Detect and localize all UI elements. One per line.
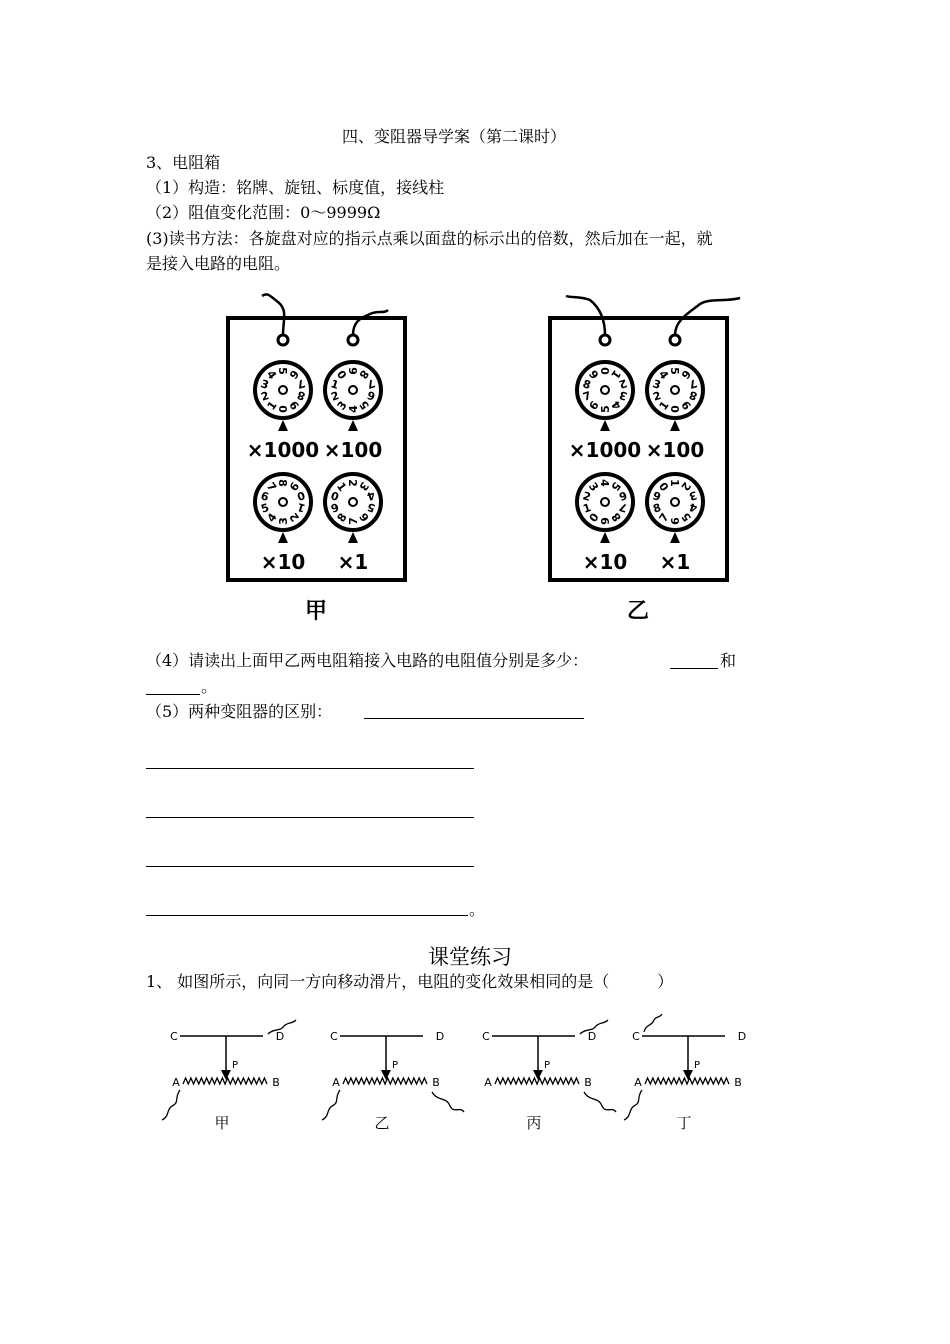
resistance-box-jia [228,294,405,624]
dial-digit: 4 [347,405,360,413]
dial-digit: 4 [687,500,699,515]
dial-pointer [670,420,680,431]
terminal-left [278,335,288,345]
rheostat-ding [624,1014,746,1132]
dial-digit: 7 [295,376,307,391]
label-d: D [435,1030,445,1043]
rheostat-yi [322,1030,464,1132]
dial-multiplier: ×1000 [568,438,642,462]
resistance-coil [183,1078,267,1084]
terminal-right [348,335,358,345]
dial-digit: 8 [609,510,625,525]
dial-multiplier: ×100 [323,438,383,462]
dial-digit: 1 [581,501,593,516]
label-c: C [632,1030,640,1043]
dial-digit: 1 [656,398,672,413]
label-d: D [275,1030,285,1043]
label-a: A [172,1076,180,1089]
dial-pointer [670,532,680,543]
wire-right [353,310,388,335]
dial-digit: 9 [585,367,601,382]
dial-digit: 8 [687,388,699,403]
dial-digit: 6 [669,517,682,525]
dial-digit: 4 [609,398,625,413]
dial-digit: 8 [295,388,307,403]
wire-a [322,1090,340,1120]
dial-digit: 5 [679,510,695,525]
question-4-end: 。 [201,677,218,696]
answer-line-5-1[interactable] [146,768,474,769]
terminal-left [600,335,610,345]
item-reading-method-cont: 是接入电路的电阻。 [146,254,291,273]
page-title: 四、变阻器导学案（第二课时） [342,127,567,146]
dial-digit: 8 [334,510,350,525]
wire-left [262,294,284,335]
practice-question-1: 1、 如图所示，向同一方向移动滑片，电阻的变化效果相同的是（ ） [146,972,674,991]
dial-digit: 8 [276,479,289,487]
dial-digit: 2 [651,389,663,404]
rheostat-label: 乙 [374,1114,390,1132]
dial-digit: 5 [668,367,681,375]
dial-digit: 4 [365,488,377,503]
dial-digit: 1 [329,377,341,392]
dial-digit: 9 [286,479,302,494]
dial-center [601,386,609,394]
label-c: C [170,1030,178,1043]
dial-digit: 7 [687,376,699,391]
dial-digit: 3 [651,377,663,392]
label-a: A [634,1076,642,1089]
resistance-coil [343,1078,427,1084]
dial-digit: 5 [608,479,624,494]
dial-multiplier: ×1 [659,550,691,574]
wire-c [644,1014,662,1032]
dial-pointer [348,532,358,543]
resistance-box-yi [550,296,740,624]
question-5-end: 。 [469,900,486,919]
dial-digit: 5 [599,405,612,413]
wire-left [566,296,605,335]
practice-heading: 课堂练习 [428,945,512,969]
dial-center [671,386,679,394]
wire-a [162,1090,180,1120]
box-label: 甲 [304,599,328,624]
dial-center [601,498,609,506]
dial-pointer [278,532,288,543]
dial-digit: 4 [598,479,611,487]
dial-digit: 6 [259,489,271,504]
label-b: B [734,1076,742,1089]
dial-multiplier: ×100 [645,438,705,462]
answer-blank-yi[interactable] [146,694,200,695]
dial-digit: 7 [365,376,377,391]
dial-center [279,498,287,506]
dial-digit: 0 [277,405,290,413]
dial-digit: 3 [687,488,699,503]
dial-digit: 6 [286,367,302,382]
rheostat-figure [150,1010,770,1135]
dial-multiplier: ×10 [260,550,306,574]
dial-digit: 0 [333,367,349,382]
dial-digit: 6 [617,488,629,503]
item-construction: （1）构造：铭牌、旋钮、标度值，接线柱 [146,178,445,197]
dial-digit: 3 [617,388,629,403]
label-p: P [543,1060,551,1071]
dial-digit: 9 [329,501,341,516]
dial-digit: 2 [617,376,629,391]
label-c: C [330,1030,338,1043]
dial-digit: 6 [678,367,694,382]
answer-line-5-2[interactable] [146,817,474,818]
dial-center [349,498,357,506]
question-4-and: 和 [720,651,737,670]
dial-digit: 5 [259,501,271,516]
rheostat-label: 甲 [214,1114,230,1132]
answer-blank-jia[interactable] [670,668,718,669]
dial-digit: 2 [259,389,271,404]
dial-digit: 2 [678,479,694,494]
wire-a [624,1090,642,1120]
item-reading-method: (3)读书方法：各旋盘对应的指示点乘以面盘的标示出的倍数，然后加在一起，就 [146,229,713,248]
label-c: C [482,1030,490,1043]
dial-center [349,386,357,394]
dial-digit: 4 [263,367,279,382]
dial-digit: 7 [656,510,672,525]
dial-center [279,386,287,394]
label-b: B [584,1076,592,1089]
label-a: A [484,1076,492,1089]
rheostat-bing [482,1020,616,1132]
resistance-box-figure [220,290,760,630]
rheostat-jia [162,1020,296,1132]
dial-pointer [348,420,358,431]
dial-digit: 4 [655,367,671,382]
dial-digit: 2 [287,510,303,525]
dial-pointer [600,420,610,431]
label-b: B [432,1076,440,1089]
dial-digit: 5 [365,500,377,515]
dial-digit: 0 [598,367,611,375]
dial-digit: 3 [585,479,601,494]
dial-digit: 0 [329,489,341,504]
dial-digit: 8 [356,367,372,382]
resistance-coil [495,1078,579,1084]
label-d: D [587,1030,597,1043]
resistance-coil [645,1078,729,1084]
box-label: 乙 [626,599,650,624]
dial-digit: 7 [263,479,279,494]
dial-digit: 5 [276,367,289,375]
answer-line-5-3[interactable] [146,866,474,867]
dial-pointer [278,420,288,431]
dial-digit: 9 [679,398,695,413]
wire-b [432,1092,464,1112]
rheostat-label: 丁 [676,1114,692,1132]
question-4: （4）请读出上面甲乙两电阻箱接入电路的电阻值分别是多少： [146,651,589,670]
item-range: （2）阻值变化范围：0～9999Ω [146,203,381,222]
dial-multiplier: ×10 [582,550,628,574]
dial-digit: 0 [586,510,602,525]
answer-line-5-0[interactable] [364,718,584,719]
dial-digit: 1 [264,398,280,413]
dial-digit: 2 [581,489,593,504]
answer-line-5-4[interactable] [146,915,468,916]
dial-digit: 3 [277,517,290,525]
dial-digit: 1 [333,479,349,494]
dial-digit: 7 [347,517,360,525]
dial-digit: 3 [259,377,271,392]
dial-digit: 9 [599,517,612,525]
dial-digit: 6 [365,388,377,403]
rheostat-label: 丙 [526,1114,542,1132]
wire-b [584,1092,616,1112]
label-a: A [332,1076,340,1089]
dial-digit: 8 [651,501,663,516]
dial-multiplier: ×1000 [246,438,320,462]
terminal-right [670,335,680,345]
dial-digit: 0 [655,479,671,494]
dial-digit: 5 [357,398,373,413]
section-heading: 3、电阻箱 [146,153,221,172]
dial-digit: 6 [357,510,373,525]
dial-digit: 1 [668,479,681,487]
label-p: P [391,1060,399,1071]
dial-digit: 7 [581,389,593,404]
label-b: B [272,1076,280,1089]
label-d: D [737,1030,747,1043]
dial-digit: 0 [295,488,307,503]
dial-digit: 1 [608,367,624,382]
dial-pointer [600,532,610,543]
dial-digit: 4 [264,510,280,525]
dial-digit: 1 [295,500,307,515]
dial-digit: 9 [651,489,663,504]
dial-digit: 2 [346,479,359,487]
question-5: （5）两种变阻器的区别： [146,702,333,721]
dial-center [671,498,679,506]
dial-digit: 3 [334,398,350,413]
dial-multiplier: ×1 [337,550,369,574]
label-p: P [693,1060,701,1071]
label-p: P [231,1060,239,1071]
dial-digit: 7 [617,500,629,515]
dial-digit: 6 [586,398,602,413]
dial-digit: 2 [329,389,341,404]
dial-digit: 3 [356,479,372,494]
dial-digit: 9 [287,398,303,413]
dial-digit: 8 [581,377,593,392]
dial-digit: 0 [669,405,682,413]
dial-digit: 9 [346,367,359,375]
